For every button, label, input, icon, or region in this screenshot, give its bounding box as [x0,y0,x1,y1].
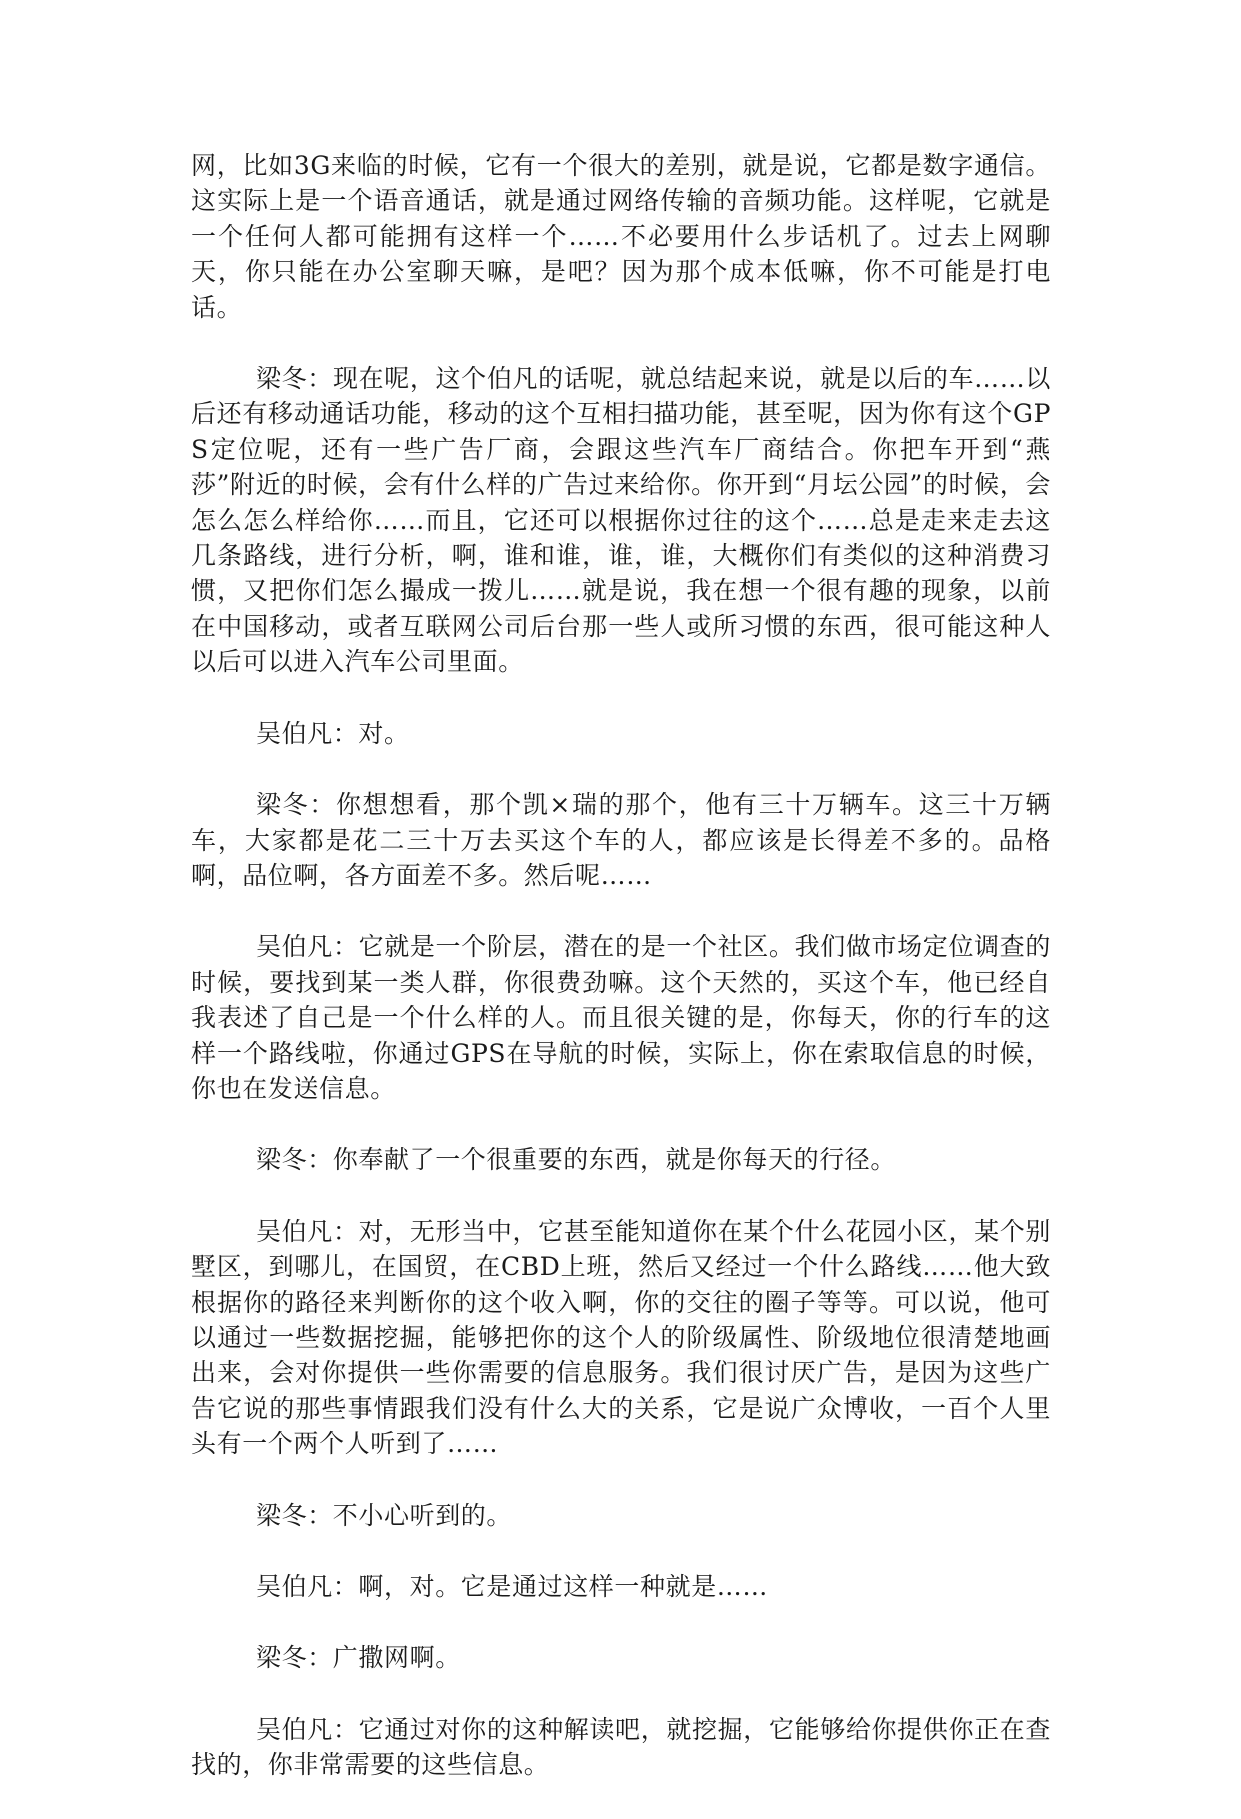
paragraph: 网，比如3G来临的时候，它有一个很大的差别，就是说，它都是数字通信。这实际上是一个语音通话，就是通过网络传输的音频功能。这样呢，它就是一个任何人都可能拥有这样一个……不必要用什么步话机了。过去上网聊天，你只能在办公室聊天嘛，是吧？因为那个成本低嘛，你不可能是打电话。 [191,151,1051,322]
paragraph: 吴伯凡：对。 [256,718,410,748]
paragraph: 吴伯凡：它通过对你的这种解读吧，就挖掘，它能够给你提供你正在查找的，你非常需要的这些信息。 [191,1714,1051,1780]
paragraph: 梁冬：你想想看，那个凯×瑞的那个，他有三十万辆车。这三十万辆车，大家都是花二三十万去买这个车的人，都应该是长得差不多的。品格啊，品位啊，各方面差不多。然后呢…… [191,790,1051,890]
paragraph: 吴伯凡：啊，对。它是通过这样一种就是…… [256,1572,769,1601]
paragraph: 梁冬：现在呢，这个伯凡的话呢，就总结起来说，就是以后的车……以后还有移动通话功能，移动的这个互相扫描功能，甚至呢，因为你有这个GPS定位呢，还有一些广告厂商，会跟这些汽车厂商结合。你把车开到“燕莎”附近的时候，会有什么样的广告过来给你。你开到“月坛公园”的时候，会怎么怎么样给你……而且，它还可以根据你过往的这个……总是走来走去这几条路线，进行分析，啊，谁和谁，谁，谁，大概你们有类似的这种消费习惯，又把你们怎么撮成一拨儿……就是说，我在想一个很有趣的现象，以前在中国移动，或者互联网公司后台那一些人或所习惯的东西，很可能这种人以后可以进入汽车公司里面。 [191,364,1051,677]
paragraph: 吴伯凡：它就是一个阶层，潜在的是一个社区。我们做市场定位调查的时候，要找到某一类人群，你很费劲嘛。这个天然的，买这个车，他已经自我表述了自己是一个什么样的人。而且很关键的是，你每天，你的行车的这样一个路线啦，你通过GPS在导航的时候，实际上，你在索取信息的时候，你也在发送信息。 [191,932,1051,1103]
paragraph: 梁冬：不小心听到的。 [256,1500,513,1530]
document-body [191,148,1051,1819]
paragraph: 梁冬：你奉献了一个很重要的东西，就是你每天的行径。 [256,1145,897,1175]
paragraph: 梁冬：广撒网啊。 [256,1643,461,1673]
paragraph: 吴伯凡：对，无形当中，它甚至能知道你在某个什么花园小区，某个别墅区，到哪儿，在国贸，在CBD上班，然后又经过一个什么路线……他大致根据你的路径来判断你的这个收入啊，你的交往的圈子等等。可以说，他可以通过一些数据挖掘，能够把你的这个人的阶级属性、阶级地位很清楚地画出来，会对你提供一些你需要的信息服务。我们很讨厌广告，是因为这些广告它说的那些事情跟我们没有什么大的关系，它是说广众博收，一百个人里头有一个两个人听到了…… [191,1216,1051,1459]
